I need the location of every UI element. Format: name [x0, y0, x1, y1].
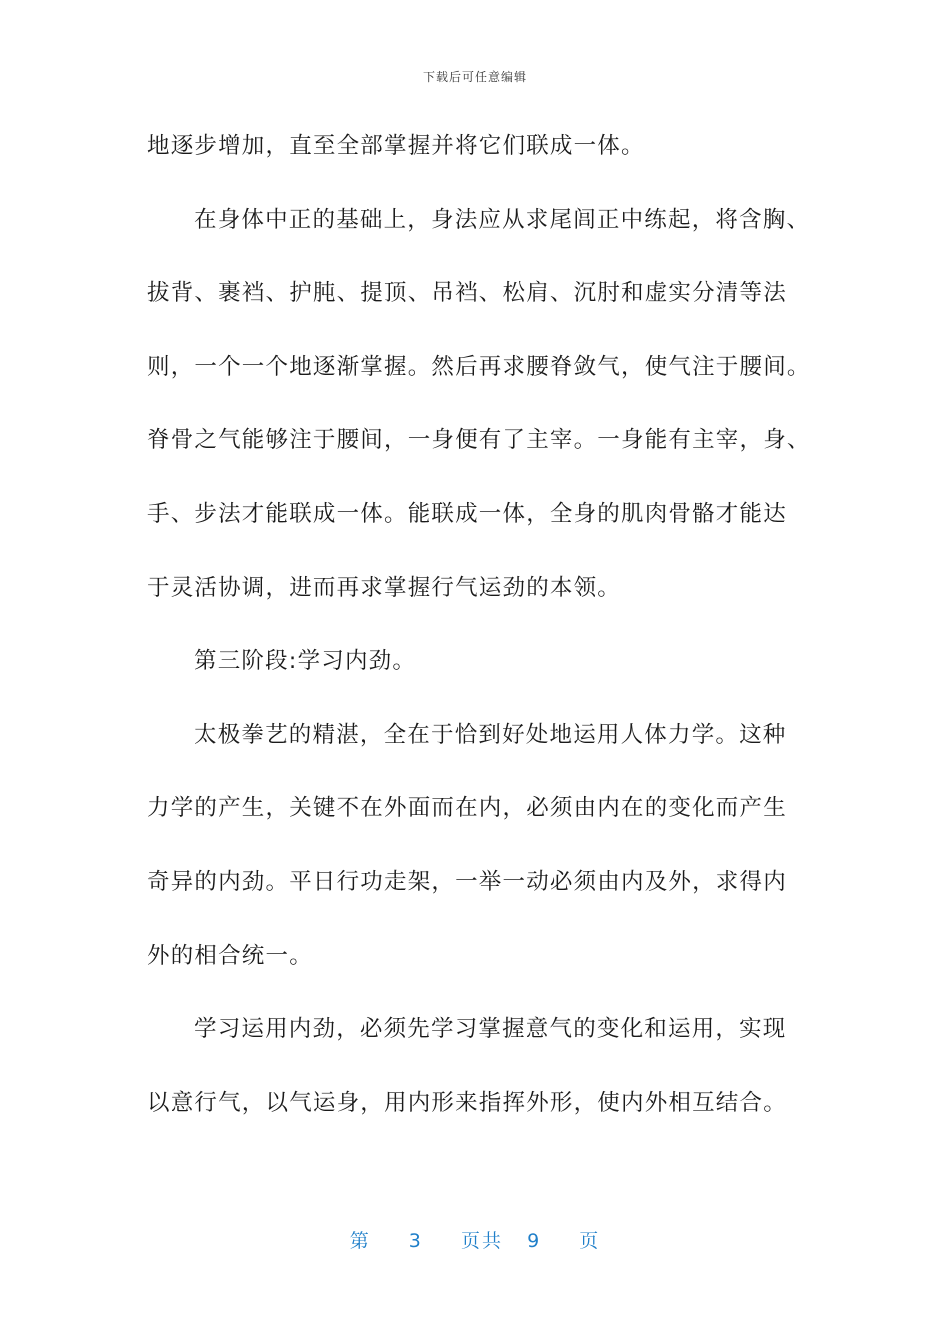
text-line: 于灵活协调，进而再求掌握行气运劲的本领。: [147, 574, 622, 601]
current-page-number: 3: [408, 1230, 423, 1252]
section-heading: 第三阶段:学习内劲。: [194, 648, 417, 675]
text-line: 则，一个一个地逐渐掌握。然后再求腰脊敛气，使气注于腰间。: [147, 353, 811, 380]
paragraph-line: 在身体中正的基础上，身法应从求尾闾正中练起，将含胸、: [194, 206, 811, 233]
text-line: 外的相合统一。: [147, 942, 313, 969]
total-pages-number: 9: [527, 1230, 542, 1252]
page-footer: [0, 1226, 950, 1253]
text-line: 拔背、裹裆、护肫、提顶、吊裆、松肩、沉肘和虚实分清等法: [147, 280, 787, 307]
page-label-suffix: 页: [579, 1230, 601, 1252]
text-line: 奇异的内劲。平日行功走架，一举一动必须由内及外，求得内: [147, 868, 787, 895]
text-line: 地逐步增加，直至全部掌握并将它们联成一体。: [147, 133, 645, 159]
paragraph-line: 太极拳艺的精湛，全在于恰到好处地运用人体力学。这种: [194, 721, 787, 748]
page-label-prefix: 第: [349, 1230, 371, 1252]
text-line: 力学的产生，关键不在外面而在内，必须由内在的变化而产生: [147, 795, 787, 822]
page-label-mid: 页共: [460, 1230, 503, 1252]
document-body: [147, 124, 827, 1154]
text-line: 手、步法才能联成一体。能联成一体，全身的肌肉骨骼才能达: [147, 500, 787, 527]
paragraph-line: 学习运用内劲，必须先学习掌握意气的变化和运用，实现: [194, 1016, 787, 1043]
page-header: 下载后可任意编辑: [422, 70, 527, 84]
text-line: 脊骨之气能够注于腰间，一身便有了主宰。一身能有主宰，身、: [147, 427, 811, 454]
text-line: 以意行气，以气运身，用内形来指挥外形，使内外相互结合。: [147, 1089, 787, 1116]
